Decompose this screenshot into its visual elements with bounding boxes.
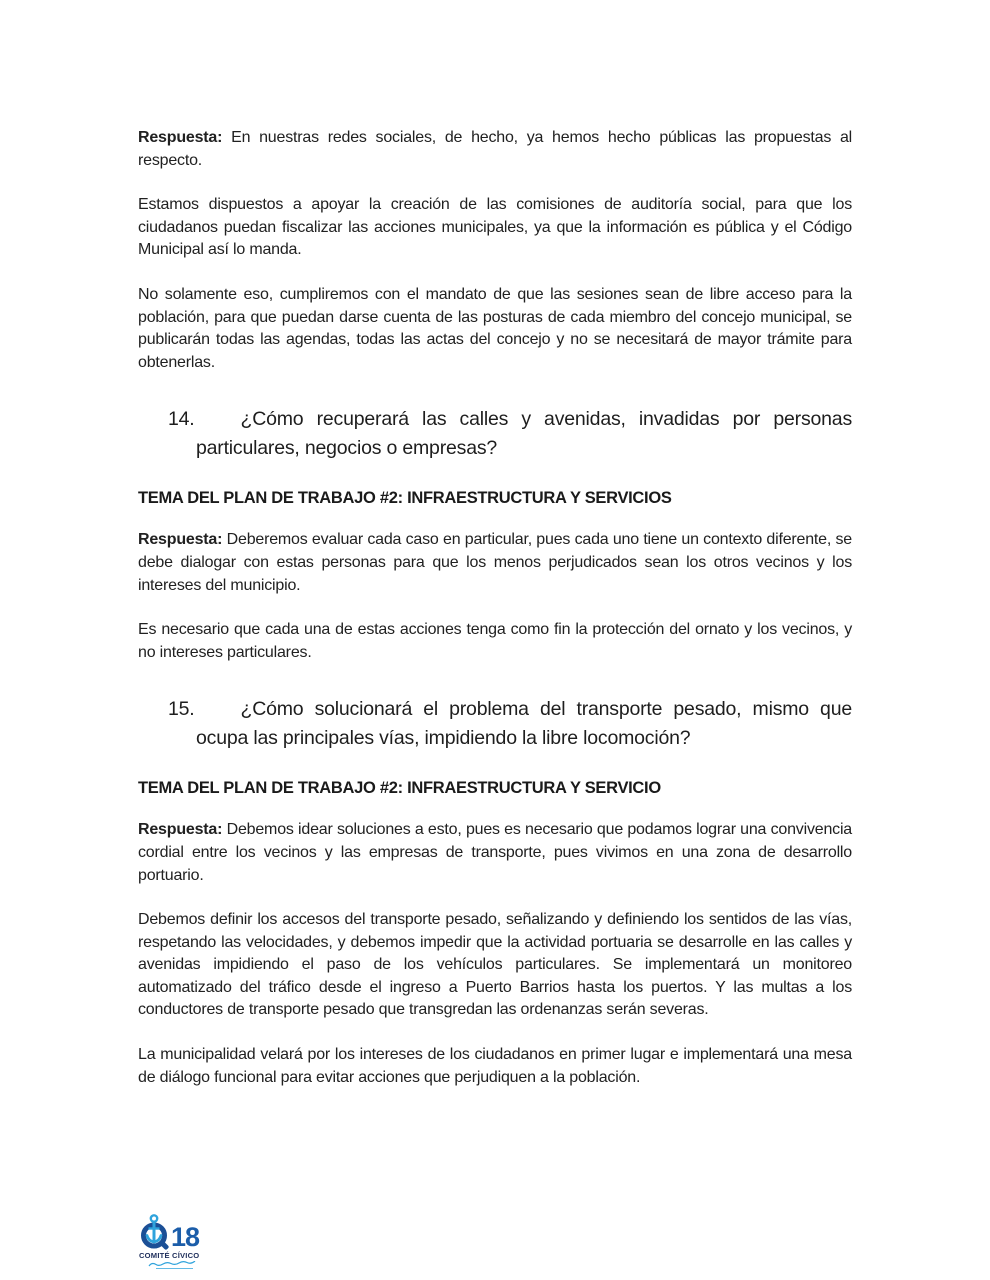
question-14-heading <box>138 396 852 463</box>
paragraph-text: Debemos definir los accesos del transporte pesado, señalizando y definiendo los sentidos de las vías, respetando las velocidades, y debemos impedir que la actividad portuaria se desarrolle en las calles y avenidas impidiendo el paso de los vehículos particulares. Se implementará un monitoreo automatizado del tráfico desde el ingreso a Puerto Barrios hasta los puertos. Y las multas a los conductores de transporte pesado que transgredan las ordenanzas serán severas. <box>138 911 852 1019</box>
paragraph <box>138 619 852 664</box>
question-15-heading <box>138 686 852 753</box>
paragraph-respuesta-13 <box>138 127 852 172</box>
respuesta-label: Respuesta: <box>138 129 223 146</box>
paragraph-text: No solamente eso, cumpliremos con el mandato de que las sesiones sean de libre acceso para la población, para que puedan darse cuenta de las posturas de cada miembro del concejo municipal, se publicarán todas las agendas, todas las actas del concejo y no se necesitará de mayor trámite para obtenerlas. <box>138 285 852 371</box>
question-number: 14. <box>168 408 195 431</box>
paragraph-text: En nuestras redes sociales, de hecho, ya hemos hecho públicas las propuestas al respecto. <box>138 129 852 169</box>
logo-row <box>139 1214 211 1250</box>
paragraph-respuesta-15 <box>138 819 852 887</box>
tema-heading-1: TEMA DEL PLAN DE TRABAJO #2: INFRAESTRUCTURA Y SERVICIOS <box>138 489 672 508</box>
paragraph <box>138 194 852 262</box>
logo-number: 18 <box>171 1222 200 1252</box>
paragraph-text: Es necesario que cada una de estas acciones tenga como fin la protección del ornato y los vecinos, y no intereses particulares. <box>138 621 852 661</box>
respuesta-label: Respuesta: <box>138 821 223 839</box>
paragraph-text: Estamos dispuestos a apoyar la creación de las comisiones de auditoría social, para que los ciudadanos puedan fiscalizar las acciones municipales, ya que la información es pública y el Código Municipal así lo manda. <box>138 196 852 259</box>
paragraph-text: Debemos idear soluciones a esto, pues es necesario que podamos lograr una convivencia cordial entre los vecinos y las empresas de transporte, pues vivimos en una zona de desarrollo portuario. <box>138 821 852 884</box>
paragraph-text: La municipalidad velará por los intereses de los ciudadanos en primer lugar e implementará una mesa de diálogo funcional para evitar acciones que perjudiquen a la población. <box>138 1046 852 1086</box>
paragraph <box>138 284 852 374</box>
paragraph-text: Deberemos evaluar cada caso en particular, pues cada uno tiene un contexto diferente, se debe dialogar con estas personas para que los menos perjudicados sean los otros vecinos y los intereses del municipio. <box>138 531 852 594</box>
tema-heading-2: TEMA DEL PLAN DE TRABAJO #2: INFRAESTRUCTURA Y SERVICIO <box>138 779 661 798</box>
paragraph-respuesta-14 <box>138 529 852 597</box>
q18-comite-civico-logo <box>139 1214 211 1270</box>
paragraph <box>138 1044 852 1089</box>
anchor-q-icon <box>139 1214 170 1250</box>
logo-name: COMITÉ CÍVICO <box>139 1251 200 1260</box>
paragraph <box>138 909 852 1022</box>
respuesta-label: Respuesta: <box>138 531 223 549</box>
question-text: ¿Cómo solucionará el problema del transporte pesado, mismo que ocupa las principales vías, impidiendo la libre locomoción? <box>196 698 852 750</box>
question-text: ¿Cómo recuperará las calles y avenidas, invadidas por personas particulares, negocios o empresas? <box>196 408 852 460</box>
question-number: 15. <box>168 698 195 721</box>
tagline-script-icon <box>147 1261 199 1270</box>
